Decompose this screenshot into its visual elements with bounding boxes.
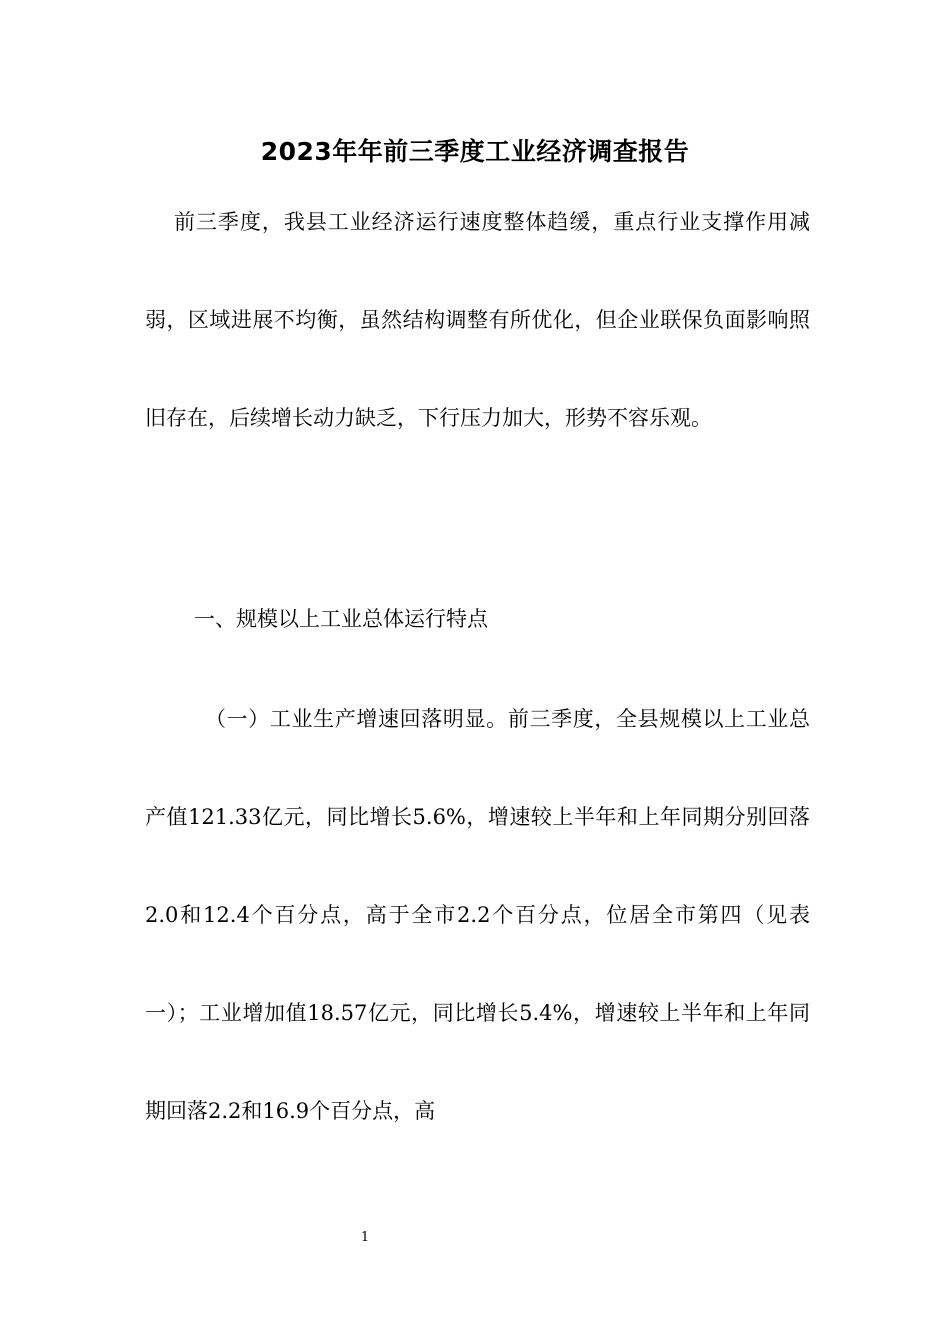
paragraph-production-growth: （一）工业生产增速回落明显。前三季度，全县规模以上工业总产值121.33亿元，同比增长5.6%，增速较上半年和上年同期分别回落2.0和12.4个百分点，高于全市2.2个百分点，位居全市第四（见表一）；工业增加值18.57亿元，同比增长5.4%，增速较上半年和上年同期回落2.2和16.9个百分点，高 — [145, 707, 810, 1123]
section-heading-1: 一、规模以上工业总体运行特点 — [194, 607, 488, 631]
page-number: 1 — [360, 1230, 370, 1245]
document-title: 2023年年前三季度工业经济调查报告 — [260, 137, 690, 166]
paragraph-intro: 前三季度，我县工业经济运行速度整体趋缓，重点行业支撑作用减弱，区域进展不均衡，虽然结构调整有所优化，但企业联保负面影响照旧存在，后续增长动力缺乏，下行压力加大，形势不容乐观。 — [145, 210, 810, 430]
